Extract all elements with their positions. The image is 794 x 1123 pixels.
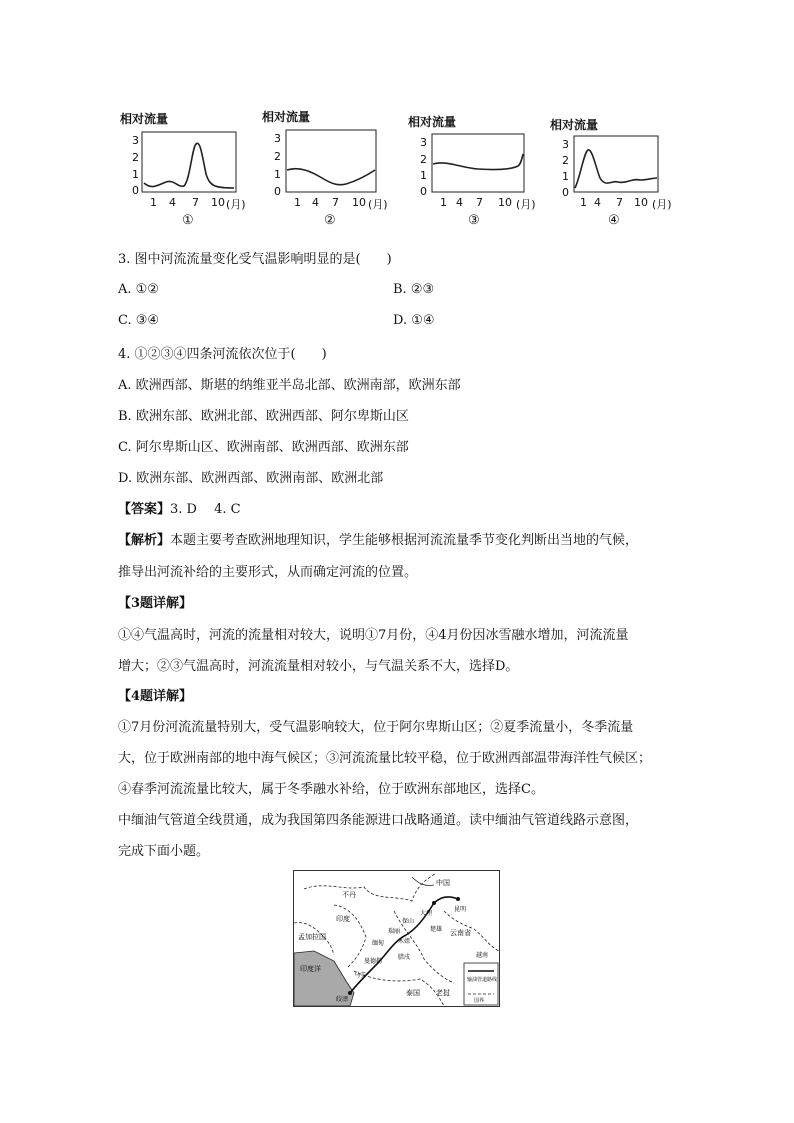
q3-option-a: A. ①②	[118, 282, 159, 297]
label-kunming: 昆明	[454, 906, 467, 913]
border-line	[354, 971, 444, 1006]
y-axis-label: 相对流量	[262, 110, 311, 124]
label-yunnan: 云南省	[450, 929, 471, 937]
y-tick: 2	[562, 154, 569, 167]
x-tick: 7	[332, 196, 339, 209]
analysis-line-2: 推导出河流补给的主要形式，从而确定河流的位置。	[118, 565, 418, 580]
y-tick: 3	[420, 136, 427, 149]
x-unit: (月)	[516, 198, 536, 211]
y-axis-label: 相对流量	[120, 112, 169, 126]
y-tick: 1	[420, 169, 427, 182]
y-tick: 0	[562, 186, 569, 199]
flow-curve	[433, 154, 523, 170]
label-bhutan: 不丹	[342, 891, 356, 899]
analysis-text: 本题主要考查欧洲地理知识，学生能够根据河流流量季节变化判断出当地的气候，	[170, 533, 639, 548]
label-lashio: 腊戌	[398, 954, 411, 961]
plot-frame	[142, 132, 236, 192]
label-dali: 大理	[420, 910, 433, 917]
label-china: 中国	[436, 879, 450, 887]
question-4-stem: 4. ①②③④四条河流依次位于( )	[118, 347, 327, 362]
y-axis-label: 相对流量	[550, 118, 599, 132]
kunming-point	[456, 897, 460, 901]
detail-4-label: 【4题详解】	[118, 689, 193, 704]
label-myanmar: 缅甸	[372, 940, 385, 947]
x-unit: (月)	[226, 198, 246, 211]
hydrograph-1	[118, 108, 248, 233]
y-tick: 0	[420, 185, 427, 198]
intro-line-2: 完成下面小题。	[118, 844, 210, 859]
x-tick: 1	[580, 196, 587, 209]
x-tick: 4	[594, 196, 601, 209]
chart-caption: ④	[608, 213, 620, 228]
q3-option-d: D. ①④	[393, 313, 435, 328]
flow-curve	[575, 150, 657, 188]
detail-4-line-3: ④春季河流流量比较大，属于冬季融水补给，位于欧洲东部地区，选择C。	[118, 782, 544, 797]
q3-option-c: C. ③④	[118, 313, 160, 328]
chart-caption: ③	[468, 213, 480, 228]
label-thailand: 泰国	[406, 989, 420, 997]
q4-option-d: D. 欧洲东部、欧洲西部、欧洲南部、欧洲北部	[118, 471, 384, 486]
y-tick: 2	[420, 153, 427, 166]
label-chuxiong: 楚雄	[430, 926, 443, 933]
answer-line	[118, 498, 241, 517]
legend-pipe-label: 输油管道路线	[467, 977, 498, 983]
y-tick: 0	[132, 184, 139, 197]
x-tick: 4	[456, 196, 463, 209]
river-line	[412, 877, 434, 886]
y-tick: 1	[562, 170, 569, 183]
label-mandalay: 曼德勒	[364, 958, 383, 965]
label-kyaukphyu: 皎漂	[336, 996, 349, 1003]
detail-3-line-2: 增大；②③气温高时，河流流量相对较小，与气温关系不大，选择D。	[118, 659, 519, 674]
y-tick: 1	[274, 168, 281, 181]
x-unit: (月)	[652, 198, 672, 211]
detail-4-line-2: 大，位于欧洲南部的地中海气候区；③河流流量比较平稳，位于欧洲西部温带海洋性气候区；	[118, 751, 652, 766]
label-laos: 老挝	[436, 989, 450, 997]
chart-caption: ①	[182, 213, 194, 228]
x-tick: 1	[294, 196, 301, 209]
hydrograph-panel	[118, 108, 678, 238]
detail-4-line-1: ①7月份河流流量特别大，受气温影响较大，位于阿尔卑斯山区；②夏季流量小，冬季流量	[118, 720, 634, 735]
label-magway: 马圭	[354, 972, 367, 979]
analysis-line-1	[118, 529, 638, 548]
y-tick: 0	[274, 185, 281, 198]
label-muse: 木姐	[398, 938, 411, 945]
kyaukphyu-point	[348, 991, 352, 995]
border-line	[304, 873, 436, 901]
label-india: 印度	[336, 915, 350, 923]
detail-3-line-1: ①④气温高时，河流的流量相对较大，说明①7月份，④4月份因冰雪融水增加，河流流量	[118, 628, 629, 643]
y-tick: 3	[562, 138, 569, 151]
label-bangladesh: 孟加拉国	[298, 933, 326, 941]
y-tick: 2	[132, 151, 139, 164]
y-tick: 2	[274, 150, 281, 163]
hydrograph-4	[548, 108, 688, 233]
q4-option-b: B. 欧洲东部、欧洲北部、欧洲西部、阿尔卑斯山区	[118, 409, 409, 424]
y-tick: 3	[274, 132, 281, 145]
intro-line-1: 中缅油气管道全线贯通，成为我国第四条能源进口战略通道。读中缅油气管道线路示意图，	[118, 813, 639, 828]
x-tick: 7	[476, 196, 483, 209]
q4-option-c: C. 阿尔卑斯山区、欧洲南部、欧洲西部、欧洲东部	[118, 440, 409, 455]
y-tick: 1	[132, 168, 139, 181]
flow-curve	[144, 143, 234, 188]
analysis-label: 【解析】	[118, 533, 171, 548]
x-tick: 7	[192, 196, 199, 209]
answer-text: 3. D 4. C	[170, 502, 241, 517]
label-ruili: 瑞丽	[388, 928, 401, 935]
y-axis-label: 相对流量	[408, 115, 457, 129]
pipeline-map	[293, 870, 500, 1007]
x-tick: 1	[150, 196, 157, 209]
q4-option-a: A. 欧洲西部、斯堪的纳维亚半岛北部、欧洲南部，欧洲东部	[118, 378, 461, 393]
dali-point	[432, 901, 436, 905]
label-indian-ocean: 印度洋	[300, 965, 321, 973]
x-tick: 10	[498, 196, 512, 209]
x-tick: 1	[440, 196, 447, 209]
x-unit: (月)	[368, 198, 388, 211]
y-tick: 3	[132, 134, 139, 147]
x-tick: 10	[352, 196, 366, 209]
x-tick: 4	[312, 196, 319, 209]
label-baoshan: 保山	[402, 918, 415, 925]
q3-option-b: B. ②③	[393, 282, 435, 297]
hydrograph-2	[260, 108, 400, 233]
label-vietnam: 越南	[476, 952, 489, 959]
question-3-stem: 3. 图中河流流量变化受气温影响明显的是( )	[118, 252, 392, 267]
answer-label: 【答案】	[118, 502, 171, 517]
plot-frame	[574, 136, 658, 192]
hydrograph-3	[406, 108, 546, 233]
detail-3-label: 【3题详解】	[118, 596, 193, 611]
x-tick: 10	[211, 196, 225, 209]
flow-curve	[287, 169, 375, 185]
x-tick: 4	[169, 196, 176, 209]
x-tick: 10	[634, 196, 648, 209]
legend-border-label: 国界	[474, 998, 485, 1004]
chart-caption: ②	[324, 213, 336, 228]
x-tick: 7	[616, 196, 623, 209]
